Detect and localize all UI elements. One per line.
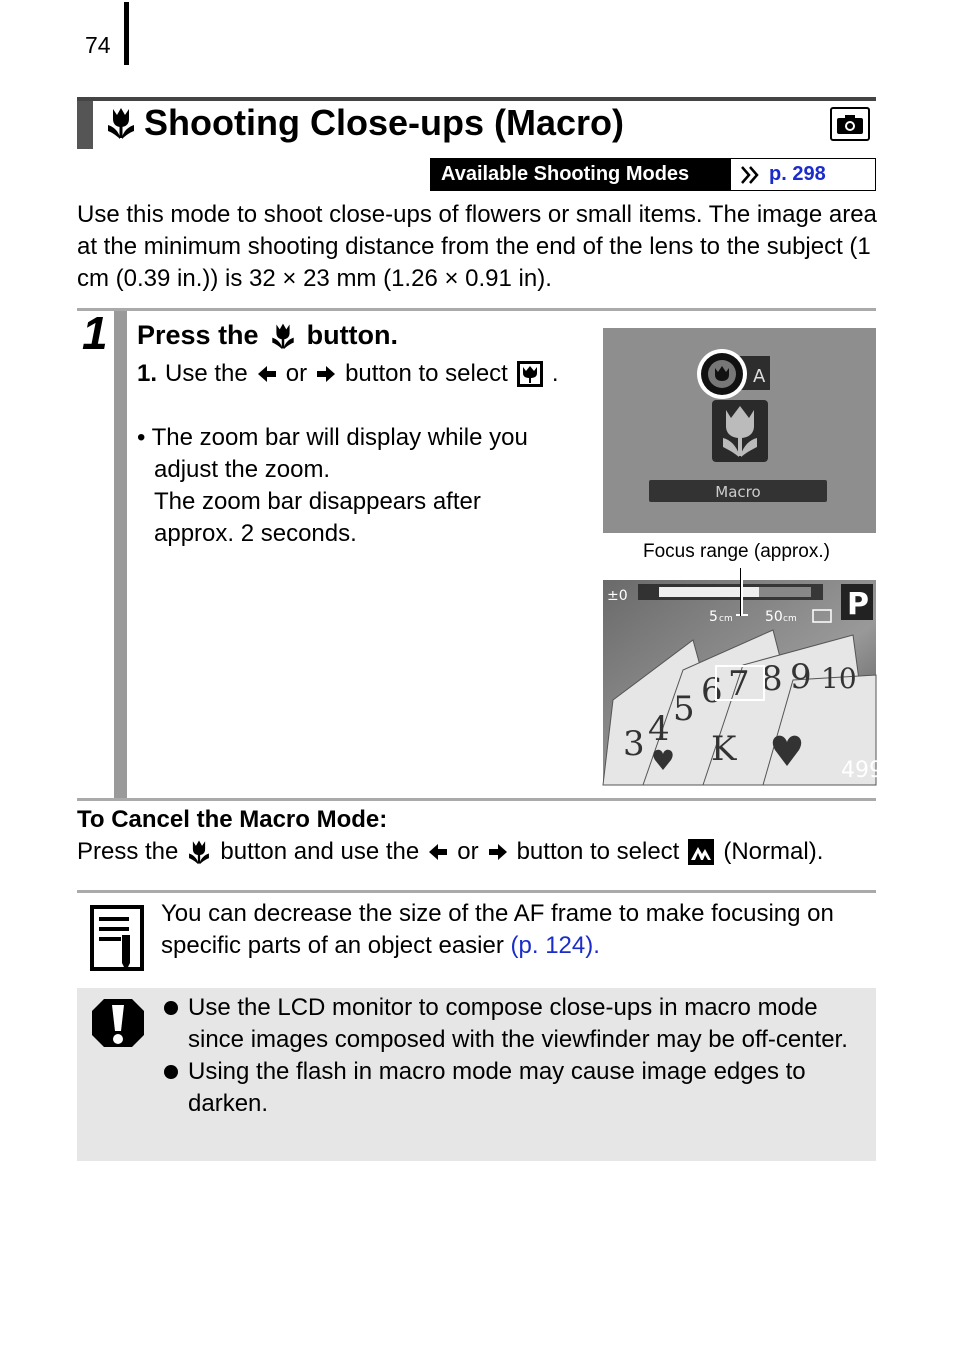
bullet-line-2: adjust the zoom. (154, 456, 331, 483)
page-number: 74 (85, 32, 111, 58)
lcd-far-distance: 50 (765, 609, 783, 625)
note-page-link[interactable]: (p. 124) (510, 932, 594, 959)
step-substep (137, 360, 559, 388)
step-heading (137, 320, 398, 351)
step-heading-pre: Press the (137, 320, 259, 350)
left-arrow-icon (256, 364, 278, 384)
lcd-mode: P (847, 587, 869, 622)
svg-text:5: 5 (673, 689, 695, 729)
step-bar (114, 311, 127, 798)
cancel-end: (Normal). (723, 838, 824, 865)
caution-item-1: Use the LCD monitor to compose close-ups in macro mode since images composed with the viewfinder may be off-center. (160, 992, 865, 1056)
lcd-shots-remaining: 499 (841, 758, 883, 783)
step-rule-top (77, 308, 876, 311)
double-chevron-icon (739, 164, 761, 186)
page-ref-link[interactable]: p. 298 (769, 163, 826, 185)
bullet-line-3: The zoom bar disappears after (154, 488, 481, 515)
macro-mode-icon (516, 360, 544, 388)
right-arrow-icon (315, 364, 337, 384)
page-number-rule (124, 2, 129, 65)
bullet-line-1: The zoom bar will display while you (151, 424, 528, 451)
lcd-macro-menu-image (603, 328, 876, 533)
available-modes-label: Available Shooting Modes (431, 159, 731, 190)
caution-item-2: Using the flash in macro mode may cause image edges to darken. (160, 1056, 865, 1120)
svg-text:9: 9 (790, 657, 812, 697)
note-body: You can decrease the size of the AF frame to make focusing on specific parts of an object easier (161, 900, 834, 959)
note-text (161, 898, 876, 962)
normal-mode-icon (687, 838, 715, 866)
page-title-text: Shooting Close-ups (Macro) (144, 102, 624, 143)
step-rule-bottom (77, 798, 876, 801)
step-heading-post: button. (306, 320, 399, 350)
available-modes-link[interactable] (731, 159, 826, 190)
title-rule (77, 97, 876, 101)
macro-tulip-icon (269, 321, 297, 351)
macro-tulip-icon (186, 838, 212, 866)
focus-range-caption: Focus range (approx.) (643, 541, 830, 562)
svg-text:10: 10 (821, 662, 857, 695)
caution-exclamation-icon (90, 997, 146, 1049)
memo-pencil-icon (90, 905, 144, 971)
cancel-instructions (77, 838, 823, 866)
svg-text:3: 3 (623, 724, 645, 764)
caution-list (160, 992, 865, 1120)
lcd-far-unit: cm (783, 614, 797, 624)
page-title (104, 102, 624, 144)
macro-tulip-icon (104, 105, 138, 141)
substep-pre: Use the (165, 360, 248, 387)
note-end: . (593, 932, 600, 959)
step-bullet (137, 422, 587, 550)
focus-range-pointer (740, 568, 743, 616)
left-arrow-icon (427, 842, 449, 862)
bullet-mark: • (137, 424, 146, 451)
cancel-heading: To Cancel the Macro Mode: (77, 806, 388, 833)
svg-text:7: 7 (728, 664, 750, 704)
svg-text:A: A (753, 366, 766, 387)
available-modes-box (430, 158, 876, 191)
title-bar (77, 101, 93, 149)
step-number: 1 (82, 307, 108, 359)
substep-number: 1. (137, 360, 158, 387)
intro-paragraph: Use this mode to shoot close-ups of flowers or small items. The image area at the minimum shooting distance from the end of the lens to the subject (1 cm (0.39 in.)) is 32 × 23 mm (1.26 × 0.91 in). (77, 201, 877, 292)
cancel-pre: Press the (77, 838, 179, 865)
cancel-mid: button and use the (220, 838, 420, 865)
lcd-near-unit: cm (719, 614, 733, 624)
bullet-line-4: approx. 2 seconds. (154, 520, 357, 547)
svg-text:4: 4 (648, 709, 670, 749)
right-arrow-icon (487, 842, 509, 862)
lcd-exposure: ±0 (607, 588, 628, 604)
svg-text:8: 8 (761, 659, 783, 699)
cancel-or: or (457, 838, 479, 865)
svg-text:K: K (711, 729, 737, 769)
substep-end: . (551, 360, 559, 387)
svg-text:6: 6 (701, 671, 723, 711)
cancel-post: button to select (516, 838, 680, 865)
substep-or: or (285, 360, 308, 387)
lcd-macro-label: Macro (715, 483, 761, 501)
substep-post: button to select (345, 360, 508, 387)
lcd-near-distance: 5 (709, 609, 718, 625)
camera-icon (830, 107, 870, 141)
note-rule (77, 890, 876, 893)
